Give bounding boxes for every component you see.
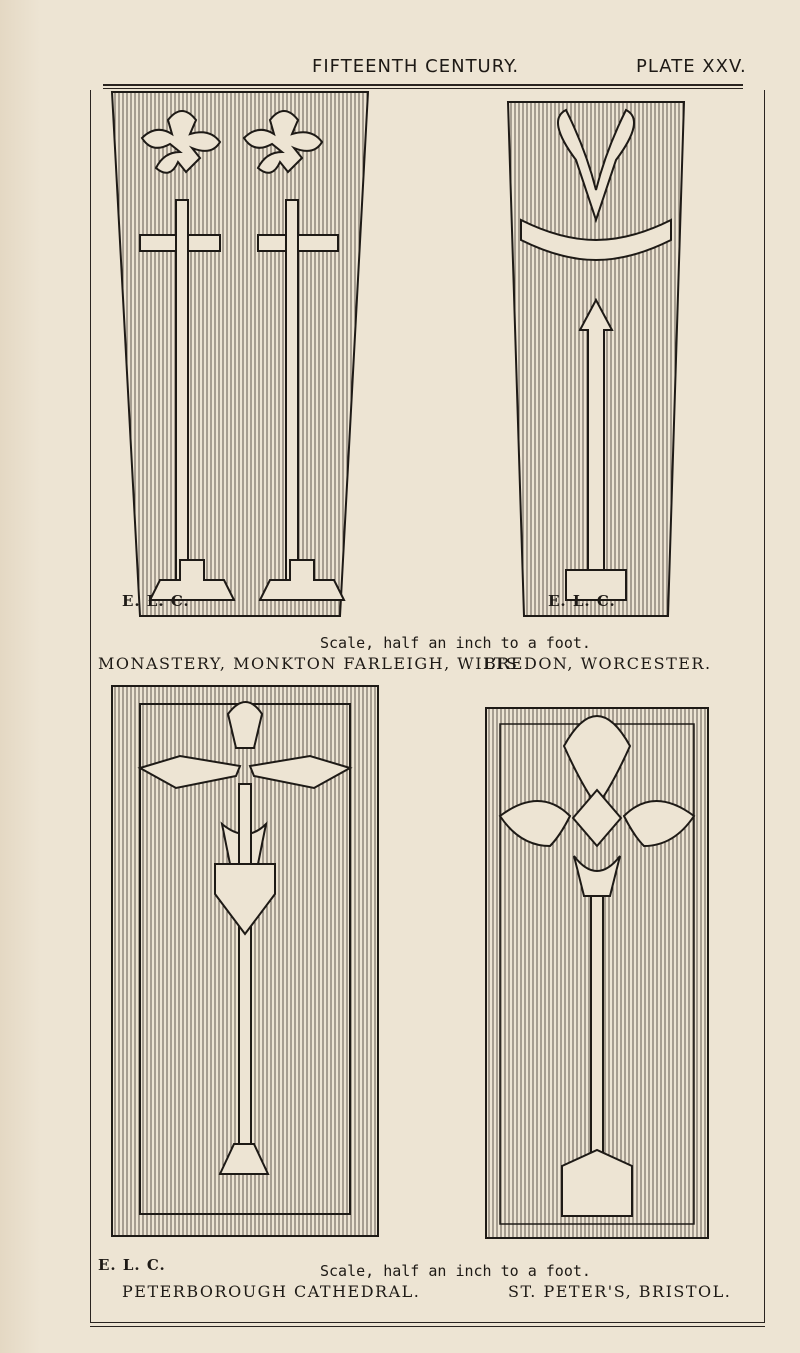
- left-border-rule: [90, 90, 91, 1322]
- plate-number: PLATE XXV.: [636, 56, 747, 77]
- plate-header: [0, 56, 800, 86]
- caption-bredon: BREDON, WORCESTER.: [484, 654, 712, 673]
- artist-initials-right: E. L. C.: [548, 592, 616, 610]
- slab-bredon: [506, 100, 686, 620]
- bottom-rule: [90, 1322, 765, 1323]
- caption-monkton-farleigh: MONASTERY, MONKTON FARLEIGH, WILTS: [98, 654, 519, 673]
- caption-peterborough: PETERBOROUGH CATHEDRAL.: [122, 1282, 421, 1301]
- caption-st-peters-bristol: ST. PETER'S, BRISTOL.: [508, 1282, 732, 1301]
- slab-monkton-farleigh: [110, 90, 370, 620]
- header-rule: [103, 88, 743, 89]
- plate-title: FIFTEENTH CENTURY.: [312, 56, 520, 77]
- slab-peterborough: [110, 684, 380, 1250]
- slab-st-peters-bristol: [484, 706, 710, 1246]
- bottom-rule: [90, 1326, 765, 1327]
- page-edge: [0, 0, 40, 1353]
- right-border-rule: [764, 90, 765, 1322]
- artist-initials-lower: E. L. C.: [98, 1256, 166, 1274]
- artist-initials-left: E. L. C.: [122, 592, 190, 610]
- scale-note-upper: Scale, half an inch to a foot.: [320, 634, 591, 652]
- header-rule: [103, 84, 743, 86]
- scale-note-lower: Scale, half an inch to a foot.: [320, 1262, 591, 1280]
